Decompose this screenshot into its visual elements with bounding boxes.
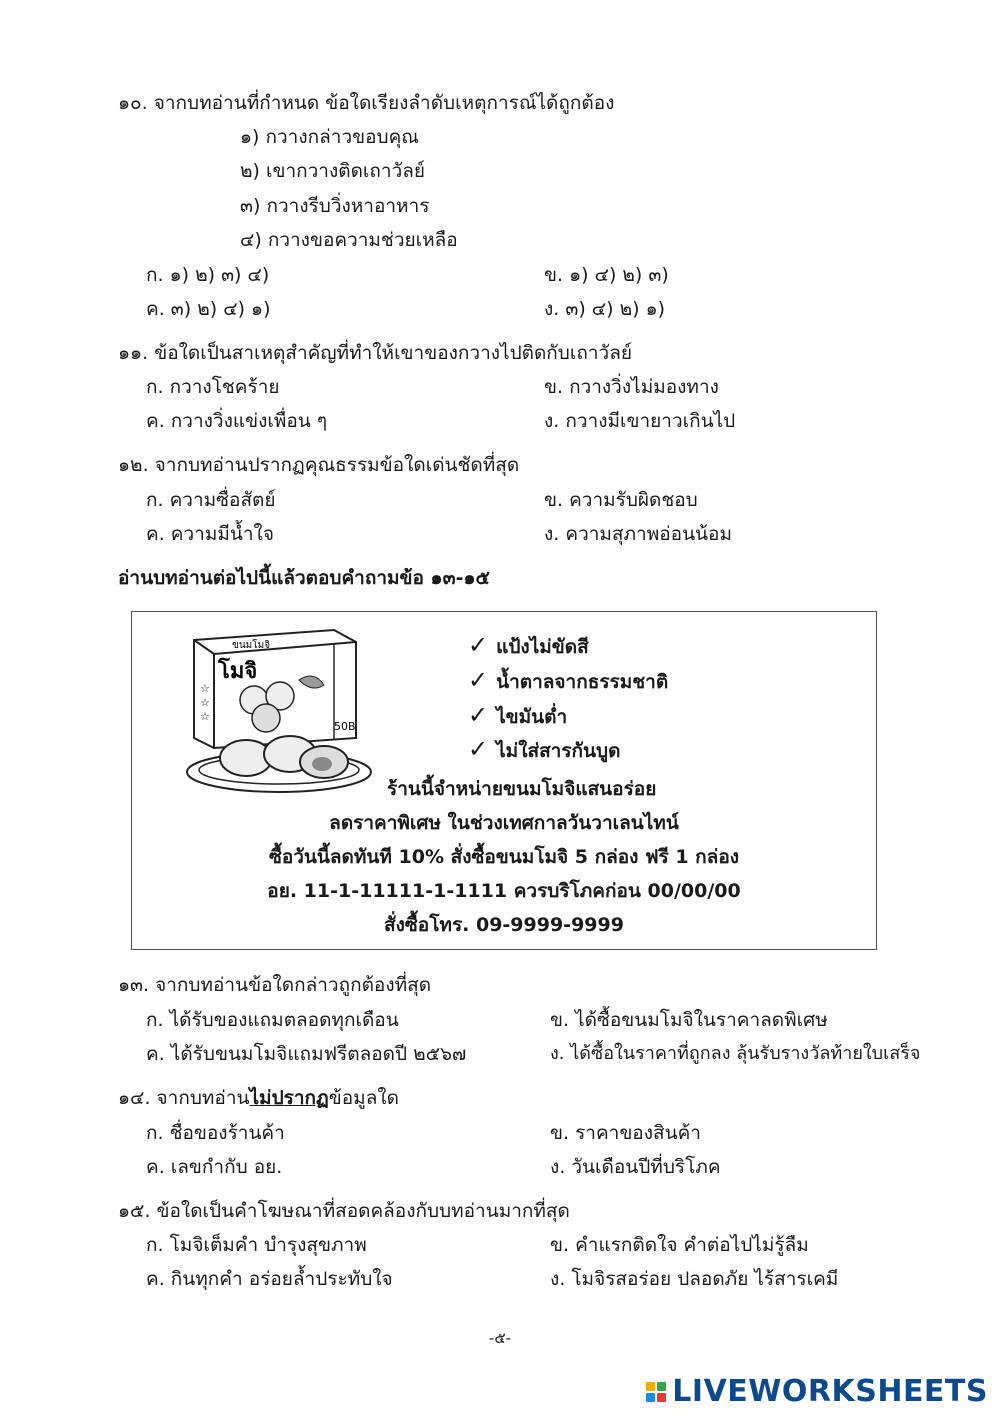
- q14-option-a[interactable]: ก. ชื่อของร้านค้า: [146, 1122, 285, 1144]
- emphasis-not-appear: ไม่ปรากฏ: [249, 1087, 329, 1109]
- ad-line-3: ซื้อวันนี้ลดทันที 10% สั่งซื้อขนมโมจิ 5 กล่อง ฟรี 1 กล่อง: [268, 846, 740, 868]
- mochi-illustration: [184, 620, 374, 805]
- q10-item-2: ๒) เขากวางติดเถาวัลย์: [240, 160, 426, 182]
- q10-option-b[interactable]: ข. ๑) ๔) ๒) ๓): [544, 264, 669, 286]
- q14-option-b[interactable]: ข. ราคาของสินค้า: [550, 1122, 701, 1144]
- logo-grid-icon: [646, 1382, 666, 1402]
- svg-text:☆: ☆: [200, 710, 210, 723]
- q15-option-b[interactable]: ข. คำแรกติดใจ คำต่อไปไม่รู้ลืม: [550, 1234, 809, 1256]
- question-13: ๑๓. จากบทอ่านข้อใดกล่าวถูกต้องที่สุด: [118, 974, 432, 996]
- q12-option-a[interactable]: ก. ความซื่อสัตย์: [146, 489, 276, 511]
- ad-line-2: ลดราคาพิเศษ ในช่วงเทศกาลวันวาเลนไทน์: [329, 812, 679, 834]
- box-title: ขนมโมจิ: [232, 640, 271, 651]
- q12-option-b[interactable]: ข. ความรับผิดชอบ: [544, 489, 698, 511]
- q10-item-3: ๓) กวางรีบวิ่งหาอาหาร: [240, 195, 430, 217]
- q12-option-d[interactable]: ง. ความสุภาพอ่อนน้อม: [544, 523, 732, 545]
- q11-option-a[interactable]: ก. กวางโชคร้าย: [146, 376, 280, 398]
- q14-option-d[interactable]: ง. วันเดือนปีที่บริโภค: [550, 1156, 721, 1178]
- q13-option-c[interactable]: ค. ได้รับขนมโมจิแถมฟรีตลอดปี ๒๕๖๗: [146, 1043, 467, 1065]
- question-11: ๑๑. ข้อใดเป็นสาเหตุสำคัญที่ทำให้เขาของกวางไปติดกับเถาวัลย์: [118, 342, 632, 364]
- feature-2: ✓ น้ำตาลจากธรรมชาติ: [468, 666, 669, 694]
- feature-1: ✓ แป้งไม่ขัดสี: [468, 631, 589, 659]
- q13-option-a[interactable]: ก. ได้รับของแถมตลอดทุกเดือน: [146, 1009, 399, 1031]
- q13-option-d[interactable]: ง. ได้ซื้อในราคาที่ถูกลง ลุ้นรับรางวัลท้ายใบเสร็จ: [550, 1043, 921, 1064]
- svg-text:☆: ☆: [200, 696, 210, 709]
- ad-line-4: อย. 11-1-11111-1-1111 ควรบริโภคก่อน 00/00/00: [267, 880, 741, 902]
- q10-option-a[interactable]: ก. ๑) ๒) ๓) ๔): [146, 264, 270, 286]
- q10-item-4: ๔) กวางขอความช่วยเหลือ: [240, 229, 458, 251]
- q11-option-b[interactable]: ข. กวางวิ่งไม่มองทาง: [544, 376, 719, 398]
- reading-instruction: อ่านบทอ่านต่อไปนี้แล้วตอบคำถามข้อ ๑๓-๑๕: [118, 567, 490, 589]
- q13-option-b[interactable]: ข. ได้ซื้อขนมโมจิในราคาลดพิเศษ: [550, 1009, 828, 1031]
- q15-option-c[interactable]: ค. กินทุกคำ อร่อยล้ำประทับใจ: [146, 1268, 393, 1290]
- q10-option-c[interactable]: ค. ๓) ๒) ๔) ๑): [146, 298, 271, 320]
- q15-option-d[interactable]: ง. โมจิรสอร่อย ปลอดภัย ไร้สารเคมี: [550, 1268, 839, 1290]
- q14-option-c[interactable]: ค. เลขกำกับ อย.: [146, 1156, 283, 1178]
- brand-text: LIVEWORKSHEETS: [672, 1374, 988, 1409]
- question-12: ๑๒. จากบทอ่านปรากฏคุณธรรมข้อใดเด่นชัดที่สุด: [118, 454, 520, 476]
- box-brand: โมจิ: [218, 659, 258, 684]
- feature-3: ✓ ไขมันต่ำ: [468, 701, 568, 729]
- q15-option-a[interactable]: ก. โมจิเต็มคำ บำรุงสุขภาพ: [146, 1234, 367, 1256]
- question-14: ๑๔. จากบทอ่านไม่ปรากฏข้อมูลใด: [118, 1087, 399, 1109]
- q11-option-d[interactable]: ง. กวางมีเขายาวเกินไป: [544, 410, 736, 432]
- question-15: ๑๕. ข้อใดเป็นคำโฆษณาที่สอดคล้องกับบทอ่านมากที่สุด: [118, 1200, 570, 1222]
- q10-item-1: ๑) กวางกล่าวขอบคุณ: [240, 126, 419, 148]
- ad-line-5: สั่งซื้อโทร. 09-9999-9999: [384, 914, 624, 936]
- q12-option-c[interactable]: ค. ความมีน้ำใจ: [146, 523, 274, 545]
- box-price-tag: 50B: [334, 720, 356, 733]
- advertisement-box: [131, 611, 877, 950]
- ad-line-1: ร้านนี้จำหน่ายขนมโมจิแสนอร่อย: [387, 778, 657, 800]
- liveworksheets-logo: [646, 1374, 988, 1409]
- svg-text:☆: ☆: [200, 682, 210, 695]
- feature-4: ✓ ไม่ใส่สารกันบูด: [468, 735, 621, 763]
- q11-option-c[interactable]: ค. กวางวิ่งแข่งเพื่อน ๆ: [146, 410, 328, 432]
- question-10: ๑๐. จากบทอ่านที่กำหนด ข้อใดเรียงลำดับเหตุการณ์ได้ถูกต้อง: [118, 92, 615, 114]
- q10-option-d[interactable]: ง. ๓) ๔) ๒) ๑): [544, 298, 666, 320]
- page-number: -๕-: [488, 1329, 512, 1347]
